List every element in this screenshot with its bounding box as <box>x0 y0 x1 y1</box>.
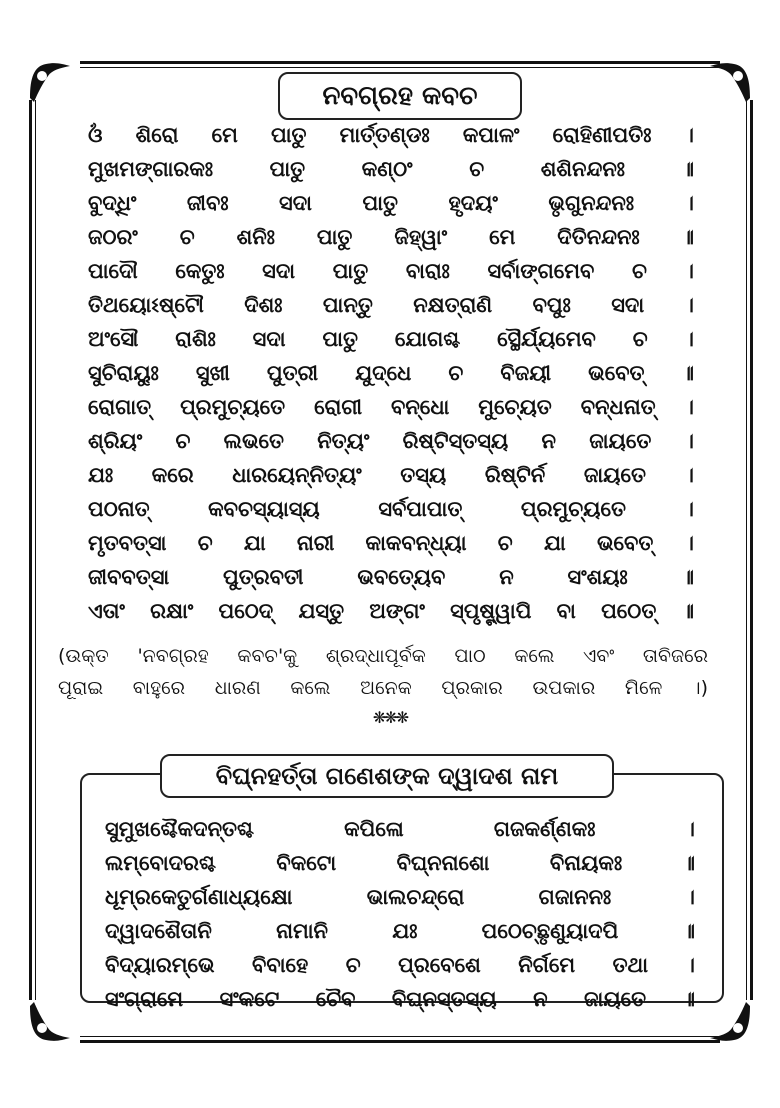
verse-line: ସୁମୁଖଶ୍ଚୈକଦନ୍ତଶ୍ଚ କପିଳୋ ଗଜକର୍ଣ୍ଣକଃ । <box>105 817 695 841</box>
kavach-title: ନବଗ୍ରହ କବଚ <box>278 72 522 120</box>
verse-line: ସୁଚିରାୟୁଃ ସୁଖୀ ପୁତ୍ରୀ ଯୁଦ୍ଧେ ଚ ବିଜୟୀ ଭବେତ୍ ॥ <box>88 361 694 385</box>
verse-line: ଜଠରଂ ଚ ଶନିଃ ପାତୁ ଜିହ୍ୱାଂ ମେ ଦିତିନନ୍ଦନଃ ॥ <box>88 225 694 249</box>
corner-ornament-icon <box>26 1000 72 1046</box>
verse-line: ବିଦ୍ୟାରମ୍ଭେ ବିବାହେ ଚ ପ୍ରବେଶେ ନିର୍ଗମେ ତଥା । <box>105 953 695 977</box>
verse-line: ମୁଖମଙ୍ଗାରକଃ ପାତୁ କଣ୍ଠଂ ଚ ଶଶିନନ୍ଦନଃ ॥ <box>88 157 694 181</box>
note-line: (ଉକ୍ତ 'ନବଗ୍ରହ କବଚ'କୁ ଶ୍ରଦ୍ଧାପୂର୍ବକ ପାଠ କଲେ ଏବଂ ତାବିଜରେ <box>58 645 708 667</box>
verse-line: ଏତାଂ ରକ୍ଷାଂ ପଠେଦ୍ ଯସ୍ତୁ ଅଙ୍ଗଂ ସ୍ପୃଷ୍ଟ୍ୱାପି ବା ପଠେତ୍ ॥ <box>88 599 694 623</box>
frame-bottom-border-inner <box>80 1036 720 1037</box>
kavach-verses <box>88 118 694 628</box>
verse-line: ପାଦୌ କେତୁଃ ସଦା ପାତୁ ବାରାଃ ସର୍ବାଙ୍ଗମେବ ଚ । <box>88 259 694 283</box>
verse-line: ବୁଦ୍ଧିଂ ଜୀବଃ ସଦା ପାତୁ ହୃଦୟଂ ଭୃଗୁନନ୍ଦନଃ । <box>88 191 694 215</box>
ganesh-title: ବିଘ୍ନହର୍ତ୍ତା ଗଣେଶଙ୍କ ଦ୍ୱାଦଶ ନାମ <box>160 754 614 798</box>
verse-line: ଶ୍ରିୟଂ ଚ ଲଭତେ ନିତ୍ୟଂ ରିଷ୍ଟିସ୍ତସ୍ୟ ନ ଜାୟତେ । <box>88 429 694 453</box>
corner-ornament-icon <box>708 58 754 104</box>
verse-line: ଧୂମ୍ରକେତୁର୍ଗଣାଧ୍ୟକ୍ଷୋ ଭାଲଚନ୍ଦ୍ରୋ ଗଜାନନଃ । <box>105 885 695 909</box>
verse-line: ଓଁ ଶିରୋ ମେ ପାତୁ ମାର୍ତ୍ତଣ୍ଡଃ କପାଳଂ ରୋହିଣୀପତିଃ । <box>88 123 694 147</box>
separator-ornament: ❋❋❋ <box>372 708 408 727</box>
verse-line: ଲମ୍ବୋଦରଶ୍ଚ ବିକଟୋ ବିଘ୍ନନାଶୋ ବିନାୟକଃ ॥ <box>105 851 695 875</box>
verse-line: ତିଥୟୋଽଷ୍ଟୌ ଦିଶଃ ପାନ୍ତୁ ନକ୍ଷତ୍ରାଣି ବପୁଃ ସଦା । <box>88 293 694 317</box>
verse-line: ସଂଗ୍ରାମେ ସଂକଟେ ଚୈବ ବିଘ୍ନସ୍ତସ୍ୟ ନ ଜାୟତେ ॥ <box>105 987 695 1011</box>
verse-line: ମୃତବତ୍ସା ଚ ଯା ନାରୀ କାକବନ୍ଧ୍ୟା ଚ ଯା ଭବେତ୍ । <box>88 531 694 555</box>
ganesh-verses <box>105 812 695 1016</box>
verse-line: ଦ୍ୱାଦଶୈତାନି ନାମାନି ଯଃ ପଠେଚ୍ଛୃଣୁୟାଦପି ॥ <box>105 919 695 943</box>
corner-ornament-icon <box>708 1000 754 1046</box>
frame-top-border-inner <box>80 67 720 68</box>
frame-top-border <box>80 61 720 64</box>
verse-line: ଯଃ କରେ ଧାରୟେନ୍ନିତ୍ୟଂ ତସ୍ୟ ରିଷ୍ଟିର୍ନ ଜାୟତେ । <box>88 463 694 487</box>
note-line: ପୂରାଇ ବାହୁରେ ଧାରଣ କଲେ ଅନେକ ପ୍ରକାର ଉପକାର ମିଳେ ।) <box>58 677 708 699</box>
frame-right-border-inner <box>746 100 747 1000</box>
frame-right-border <box>750 100 753 1000</box>
kavach-note <box>58 640 708 704</box>
corner-ornament-icon <box>26 58 72 104</box>
verse-line: ପଠନାତ୍ କବଚସ୍ୟାସ୍ୟ ସର୍ବପାପାତ୍ ପ୍ରମୁଚ୍ୟତେ । <box>88 497 694 521</box>
verse-line: ରୋଗାତ୍ ପ୍ରମୁଚ୍ୟତେ ରୋଗୀ ବନ୍ଧୋ ମୁଚ୍ୟେତ ବନ୍ଧନାତ୍ । <box>88 395 694 419</box>
frame-left-border <box>29 100 32 1000</box>
frame-left-border-inner <box>35 100 36 1000</box>
verse-line: ଜୀବବତ୍ସା ପୁତ୍ରବତୀ ଭବତ୍ୟେବ ନ ସଂଶୟଃ ॥ <box>88 565 694 589</box>
verse-line: ଅଂସୌ ରାଶିଃ ସଦା ପାତୁ ଯୋଗଶ୍ଚ ସ୍ଥୈର୍ଯ୍ୟମେବ ଚ । <box>88 327 694 351</box>
frame-bottom-border <box>80 1040 720 1043</box>
